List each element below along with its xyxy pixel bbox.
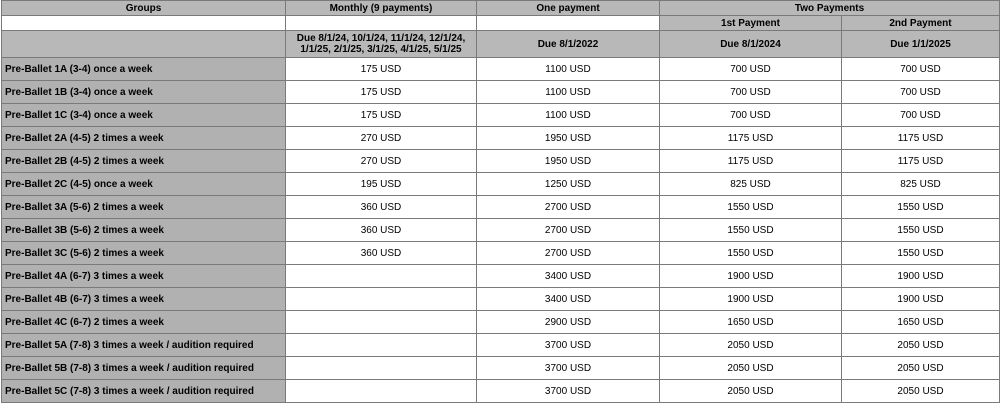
monthly-price-cell: 360 USD <box>286 242 477 265</box>
table-row <box>2 104 1000 127</box>
first-payment-cell: 700 USD <box>660 81 842 104</box>
group-name-cell: Pre-Ballet 4C (6-7) 2 times a week <box>2 311 286 334</box>
one-payment-cell: 1100 USD <box>477 58 660 81</box>
header-row-sub <box>2 16 1000 31</box>
one-payment-cell: 3400 USD <box>477 265 660 288</box>
group-name-cell: Pre-Ballet 2C (4-5) once a week <box>2 173 286 196</box>
one-payment-cell: 2700 USD <box>477 196 660 219</box>
group-name-cell: Pre-Ballet 3A (5-6) 2 times a week <box>2 196 286 219</box>
second-payment-cell: 2050 USD <box>842 357 1000 380</box>
group-name-cell: Pre-Ballet 3B (5-6) 2 times a week <box>2 219 286 242</box>
first-payment-cell: 1550 USD <box>660 242 842 265</box>
first-payment-cell: 2050 USD <box>660 380 842 403</box>
monthly-price-cell: 360 USD <box>286 219 477 242</box>
table-row <box>2 242 1000 265</box>
first-payment-cell: 700 USD <box>660 104 842 127</box>
one-payment-cell: 2700 USD <box>477 219 660 242</box>
second-payment-cell: 700 USD <box>842 58 1000 81</box>
one-payment-cell: 3700 USD <box>477 357 660 380</box>
second-payment-cell: 700 USD <box>842 81 1000 104</box>
first-payment-cell: 1650 USD <box>660 311 842 334</box>
first-payment-cell: 700 USD <box>660 58 842 81</box>
first-payment-cell: 2050 USD <box>660 334 842 357</box>
group-name-cell: Pre-Ballet 1B (3-4) once a week <box>2 81 286 104</box>
one-payment-cell: 1100 USD <box>477 104 660 127</box>
group-name-cell: Pre-Ballet 1A (3-4) once a week <box>2 58 286 81</box>
one-payment-cell: 1100 USD <box>477 81 660 104</box>
header-due-empty <box>2 31 286 58</box>
one-payment-cell: 3700 USD <box>477 380 660 403</box>
header-row-due <box>2 31 1000 58</box>
table-row <box>2 219 1000 242</box>
pricing-table <box>1 0 1000 403</box>
group-name-cell: Pre-Ballet 5B (7-8) 3 times a week / audition required <box>2 357 286 380</box>
first-payment-cell: 825 USD <box>660 173 842 196</box>
one-payment-cell: 2700 USD <box>477 242 660 265</box>
second-payment-cell: 825 USD <box>842 173 1000 196</box>
monthly-price-cell: 360 USD <box>286 196 477 219</box>
first-payment-cell: 1900 USD <box>660 288 842 311</box>
one-payment-cell: 2900 USD <box>477 311 660 334</box>
first-payment-cell: 1550 USD <box>660 219 842 242</box>
one-payment-cell: 1250 USD <box>477 173 660 196</box>
header-row-main <box>2 1 1000 16</box>
table-row <box>2 127 1000 150</box>
group-name-cell: Pre-Ballet 5C (7-8) 3 times a week / audition required <box>2 380 286 403</box>
first-payment-cell: 2050 USD <box>660 357 842 380</box>
second-payment-cell: 1650 USD <box>842 311 1000 334</box>
header-sub-empty-one <box>477 16 660 31</box>
table-row <box>2 58 1000 81</box>
table-row <box>2 357 1000 380</box>
monthly-price-cell <box>286 288 477 311</box>
group-name-cell: Pre-Ballet 4A (6-7) 3 times a week <box>2 265 286 288</box>
group-name-cell: Pre-Ballet 2A (4-5) 2 times a week <box>2 127 286 150</box>
one-payment-cell: 3700 USD <box>477 334 660 357</box>
second-payment-cell: 1550 USD <box>842 196 1000 219</box>
group-name-cell: Pre-Ballet 3C (5-6) 2 times a week <box>2 242 286 265</box>
monthly-price-cell: 175 USD <box>286 81 477 104</box>
monthly-price-cell: 270 USD <box>286 127 477 150</box>
first-payment-cell: 1175 USD <box>660 127 842 150</box>
second-payment-cell: 700 USD <box>842 104 1000 127</box>
second-payment-cell: 1900 USD <box>842 265 1000 288</box>
table-row <box>2 334 1000 357</box>
monthly-price-cell <box>286 265 477 288</box>
one-payment-cell: 1950 USD <box>477 150 660 173</box>
header-monthly: Monthly (9 payments) <box>286 1 477 16</box>
second-payment-cell: 1175 USD <box>842 150 1000 173</box>
first-payment-cell: 1175 USD <box>660 150 842 173</box>
monthly-price-cell: 175 USD <box>286 58 477 81</box>
monthly-price-cell: 270 USD <box>286 150 477 173</box>
one-payment-cell: 1950 USD <box>477 127 660 150</box>
header-two-payments: Two Payments <box>660 1 1000 16</box>
first-payment-cell: 1550 USD <box>660 196 842 219</box>
monthly-price-cell <box>286 380 477 403</box>
second-payment-cell: 2050 USD <box>842 334 1000 357</box>
header-one-due: Due 8/1/2022 <box>477 31 660 58</box>
monthly-price-cell: 195 USD <box>286 173 477 196</box>
header-second-payment: 2nd Payment <box>842 16 1000 31</box>
header-sub-empty-groups <box>2 16 286 31</box>
monthly-price-cell <box>286 357 477 380</box>
table-row <box>2 380 1000 403</box>
table-row <box>2 150 1000 173</box>
table-row <box>2 81 1000 104</box>
header-second-due: Due 1/1/2025 <box>842 31 1000 58</box>
header-monthly-due: Due 8/1/24, 10/1/24, 11/1/24, 12/1/24, 1/1/25, 2/1/25, 3/1/25, 4/1/25, 5/1/25 <box>286 31 477 58</box>
second-payment-cell: 1175 USD <box>842 127 1000 150</box>
one-payment-cell: 3400 USD <box>477 288 660 311</box>
group-name-cell: Pre-Ballet 5A (7-8) 3 times a week / audition required <box>2 334 286 357</box>
table-row <box>2 196 1000 219</box>
header-one-payment: One payment <box>477 1 660 16</box>
group-name-cell: Pre-Ballet 2B (4-5) 2 times a week <box>2 150 286 173</box>
table-row <box>2 173 1000 196</box>
table-row <box>2 288 1000 311</box>
header-sub-empty-monthly <box>286 16 477 31</box>
second-payment-cell: 1900 USD <box>842 288 1000 311</box>
header-groups: Groups <box>2 1 286 16</box>
second-payment-cell: 2050 USD <box>842 380 1000 403</box>
table-body <box>2 58 1000 403</box>
second-payment-cell: 1550 USD <box>842 242 1000 265</box>
monthly-price-cell <box>286 334 477 357</box>
monthly-price-cell: 175 USD <box>286 104 477 127</box>
table-row <box>2 265 1000 288</box>
first-payment-cell: 1900 USD <box>660 265 842 288</box>
second-payment-cell: 1550 USD <box>842 219 1000 242</box>
header-first-payment: 1st Payment <box>660 16 842 31</box>
group-name-cell: Pre-Ballet 4B (6-7) 3 times a week <box>2 288 286 311</box>
header-first-due: Due 8/1/2024 <box>660 31 842 58</box>
table-row <box>2 311 1000 334</box>
monthly-price-cell <box>286 311 477 334</box>
group-name-cell: Pre-Ballet 1C (3-4) once a week <box>2 104 286 127</box>
